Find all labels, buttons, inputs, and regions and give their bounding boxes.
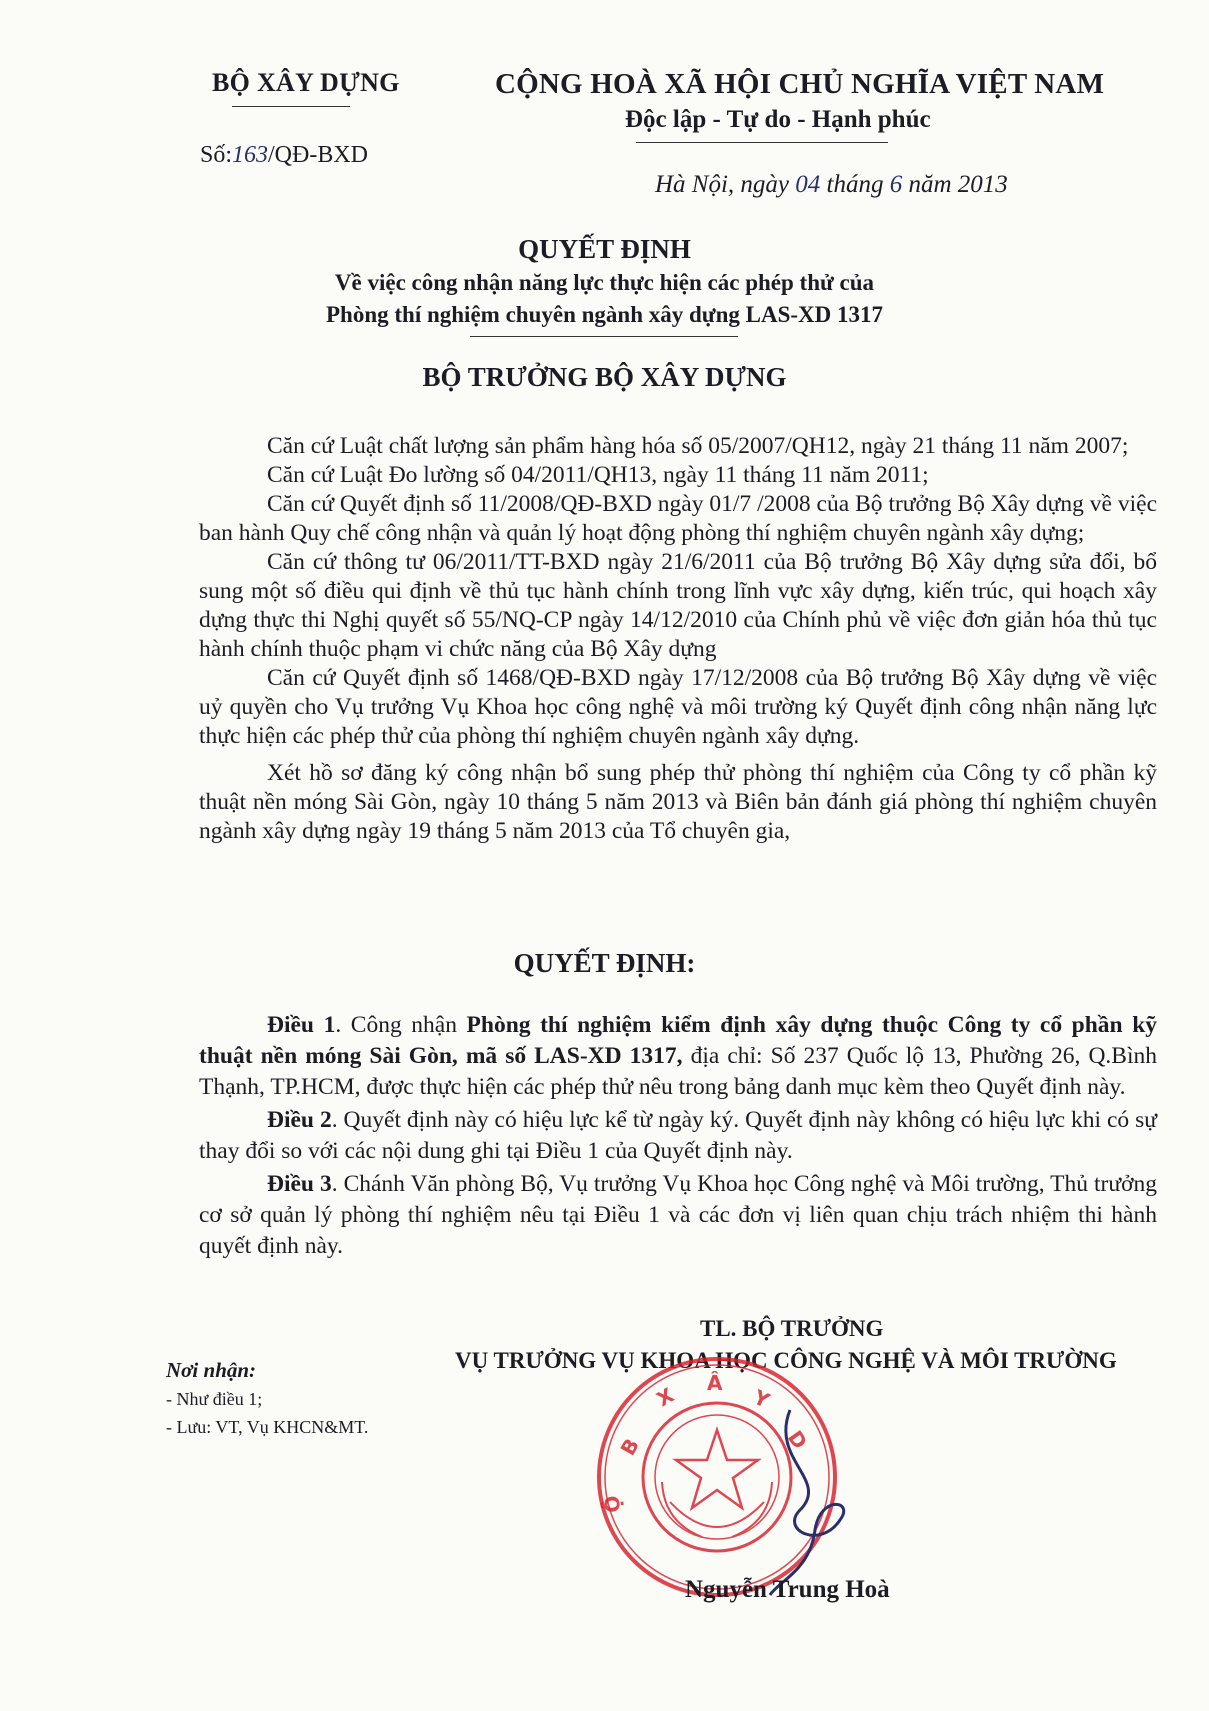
svg-text:B: B bbox=[615, 1434, 644, 1460]
svg-text:D: D bbox=[782, 1426, 813, 1454]
svg-text:Y: Y bbox=[749, 1384, 774, 1413]
signer-name: Nguyễn Trung Hoà bbox=[685, 1576, 890, 1603]
decision-heading: QUYẾT ĐỊNH: bbox=[513, 948, 696, 978]
title-underline bbox=[470, 336, 738, 337]
recipient-item: - Như điều 1; bbox=[166, 1389, 263, 1409]
handwritten-number: 163 bbox=[232, 142, 269, 168]
preamble-item: Xét hồ sơ đăng ký công nhận bổ sung phép thử phòng thí nghiệm của Công ty cổ phần kỹ thuật nền móng Sài Gòn, ngày 10 tháng 5 năm 2013 và Biên bản đánh giá phòng thí nghiệm chuyên ngành xây dựng ngày 19 tháng 5 năm 2013 của Tổ chuyên gia, bbox=[199, 760, 1157, 844]
preamble-item: Căn cứ Luật chất lượng sản phẩm hàng hóa số 05/2007/QH12, ngày 21 tháng 11 năm 2007; bbox=[267, 433, 1129, 459]
signature-scribble-icon bbox=[760, 1400, 890, 1600]
document-number: Số:163/QĐ-BXD bbox=[200, 142, 369, 168]
republic-name: CỘNG HOÀ XÃ HỘI CHỦ NGHĨA VIỆT NAM bbox=[495, 68, 1105, 100]
signature-position: VỤ TRƯỞNG VỤ KHOA HỌC CÔNG NGHỆ VÀ MÔI TRƯỜNG bbox=[455, 1348, 1117, 1373]
preamble-item: Căn cứ Quyết định số 11/2008/QĐ-BXD ngày 01/7 /2008 của Bộ trưởng Bộ Xây dựng về việc ban hành Quy chế công nhận và quản lý hoạt động phòng thí nghiệm chuyên ngành xây dựng; bbox=[199, 491, 1157, 546]
recipients-label: Nơi nhận: bbox=[166, 1358, 257, 1382]
signature-on-behalf: TL. BỘ TRƯỞNG bbox=[700, 1316, 884, 1341]
document-title: QUYẾT ĐỊNH bbox=[518, 234, 691, 264]
article-3: Điều 3. Chánh Văn phòng Bộ, Vụ trưởng Vụ Khoa học Công nghệ và Môi trường, Thủ trưởng cơ sở quản lý phòng thí nghiệm nêu tại Điều 1 và các đơn vị liên quan chịu trách nhiệm thi hành quyết định này. bbox=[199, 1171, 1157, 1259]
subject-line-2: Phòng thí nghiệm chuyên ngành xây dựng LAS-XD 1317 bbox=[326, 302, 883, 327]
organization-name: BỘ XÂY DỰNG bbox=[212, 68, 400, 97]
preamble bbox=[199, 432, 1157, 846]
preamble-item: Căn cứ Quyết định số 1468/QĐ-BXD ngày 17/12/2008 của Bộ trưởng Bộ Xây dựng về việc uỷ quyền cho Vụ trưởng Vụ Khoa học công nghệ và môi trường ký Quyết định công nhận năng lực thực hiện các phép thử của phòng thí nghiệm chuyên ngành xây dựng. bbox=[199, 665, 1157, 749]
issuing-authority: BỘ TRƯỞNG BỘ XÂY DỰNG bbox=[422, 362, 787, 392]
svg-text:Â: Â bbox=[707, 1371, 723, 1395]
recipient-item: - Lưu: VT, Vụ KHCN&MT. bbox=[166, 1417, 369, 1437]
motto-underline bbox=[636, 142, 888, 143]
national-motto: Độc lập - Tự do - Hạnh phúc bbox=[625, 106, 931, 133]
place-date: Hà Nội, ngày 04 tháng 6 năm 2013 bbox=[655, 171, 1008, 198]
org-underline bbox=[232, 106, 350, 107]
articles bbox=[199, 1010, 1157, 1264]
preamble-item: Căn cứ thông tư 06/2011/TT-BXD ngày 21/6/2011 của Bộ trưởng Bộ Xây dựng sửa đổi, bổ sung một số điều qui định về thủ tục hành chính trong lĩnh vực xây dựng, kiến trúc, qui hoạch xây dựng thực thi Nghị quyết số 55/NQ-CP ngày 14/12/2010 của Chính phủ về việc đơn giản hóa thủ tục hành chính thuộc phạm vi chức năng của Bộ Xây dựng bbox=[199, 549, 1157, 662]
article-1: Điều 1. Công nhận Phòng thí nghiệm kiểm định xây dựng thuộc Công ty cổ phần kỹ thuật nền móng Sài Gòn, mã số LAS-XD 1317, địa chỉ: Số 237 Quốc lộ 13, Phường 26, Q.Bình Thạnh, TP.HCM, được thực hiện các phép thử nêu trong bảng danh mục kèm theo Quyết định này. bbox=[199, 1012, 1158, 1100]
svg-text:Ộ: Ộ bbox=[599, 1494, 625, 1514]
subject-line-1: Về việc công nhận năng lực thực hiện các phép thử của bbox=[334, 270, 875, 295]
article-2: Điều 2. Quyết định này có hiệu lực kể từ ngày ký. Quyết định này không có hiệu lực khi có sự thay đổi so với các nội dung ghi tại Điều 1 của Quyết định này. bbox=[199, 1107, 1158, 1164]
preamble-item: Căn cứ Luật Đo lường số 04/2011/QH13, ngày 11 tháng 11 năm 2011; bbox=[267, 462, 929, 488]
svg-text:X: X bbox=[652, 1382, 678, 1412]
